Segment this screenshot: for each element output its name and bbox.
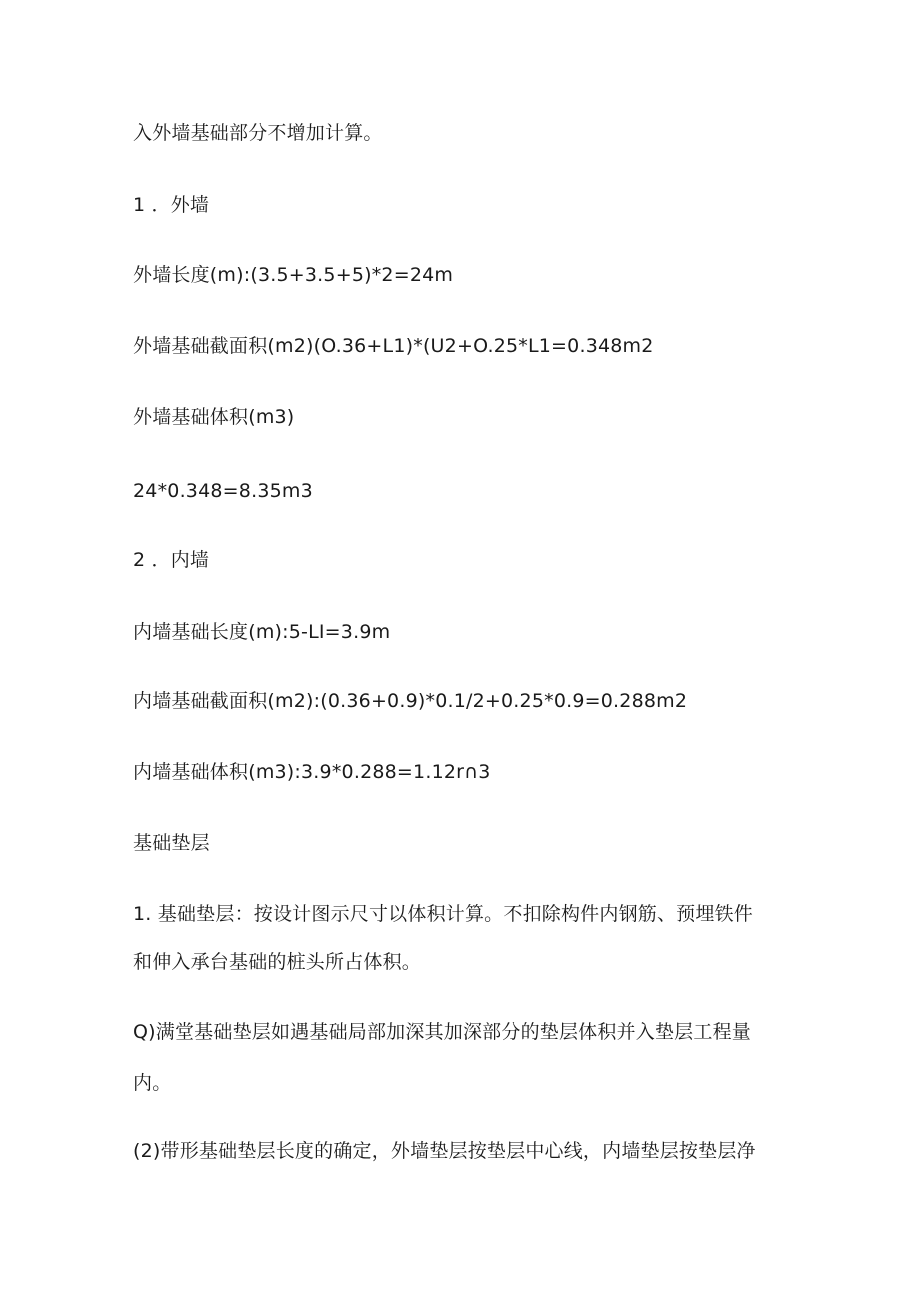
text-line: 外墙基础截面积(m2)(O.36+L1)*(U2+O.25*L1=0.348m2 xyxy=(133,335,654,357)
text-line: 内。 xyxy=(133,1072,172,1094)
section-heading-outer-wall: 1 ．外墙 xyxy=(133,194,210,216)
text-line: 内墙基础截面积(m2):(0.36+0.9)*0.1/2+0.25*0.9=0.288m2 xyxy=(133,690,688,712)
text-line: 内墙基础长度(m):5-LI=3.9m xyxy=(133,621,391,643)
text-line: 和伸入承台基础的桩头所占体积。 xyxy=(133,951,422,973)
text-line: 内墙基础体积(m3):3.9*0.288=1.12r∩3 xyxy=(133,761,491,783)
section-heading-inner-wall: 2 ．内墙 xyxy=(133,549,210,571)
text-line: 外墙长度(m):(3.5+3.5+5)*2=24m xyxy=(133,264,454,286)
text-line: (2)带形基础垫层长度的确定，外墙垫层按垫层中心线，内墙垫层按垫层净 xyxy=(133,1140,756,1162)
text-line: 入外墙基础部分不增加计算。 xyxy=(133,122,383,144)
text-line: 1. 基础垫层：按设计图示尺寸以体积计算。不扣除构件内钢筋、预埋铁件 xyxy=(133,903,753,925)
text-line: 外墙基础体积(m3) xyxy=(133,406,295,428)
text-line: Q)满堂基础垫层如遇基础局部加深其加深部分的垫层体积并入垫层工程量 xyxy=(133,1021,751,1043)
section-heading-foundation-cushion: 基础垫层 xyxy=(133,832,210,854)
text-line: 24*0.348=8.35m3 xyxy=(133,480,313,502)
